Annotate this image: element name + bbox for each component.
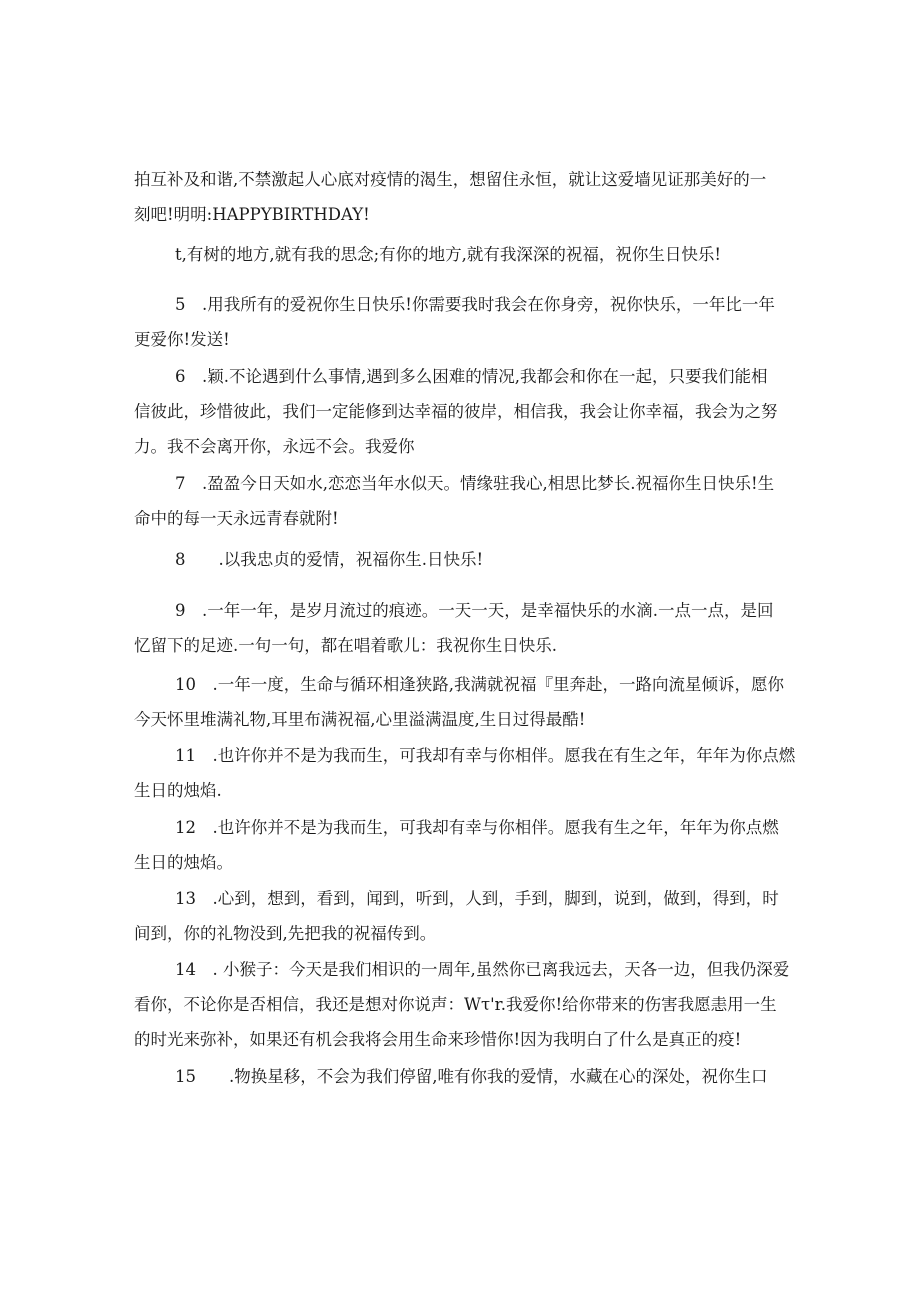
text-line: 间到，你的礼物没到,先把我的祝福传到。 xyxy=(134,924,437,943)
text-line: 信彼此，珍惜彼此，我们一定能修到达幸福的彼岸，相信我，我会让你幸福，我会为之努 xyxy=(134,402,778,421)
text-line: t,有树的地方,就有我的思念;有你的地方,就有我深深的祝福，祝你生日快乐! xyxy=(175,245,722,264)
text-line: 忆留下的足迹.一句一句，都在唱着歌儿：我祝你生日快乐. xyxy=(134,636,557,655)
text-line: 刻吧!明明:HAPPYBIRTHDAY! xyxy=(134,205,370,224)
text-line: 生日的烛焰. xyxy=(134,781,222,800)
text-line: 拍互补及和谐,不禁激起人心底对疫情的渴生，想留住永恒，就让这爱墙见证那美好的一 xyxy=(134,170,767,189)
text-line: 生日的烛焰。 xyxy=(134,853,233,872)
text-line: 5 .用我所有的爱祝你生日快乐!你需要我时我会在你身旁，祝你快乐，一年比一年 xyxy=(175,295,775,314)
text-line: 更爱你!发送! xyxy=(134,330,230,349)
text-line: 命中的每一天永远青春就附! xyxy=(134,509,339,528)
text-line: 11 .也许你并不是为我而生，可我却有幸与你相伴。愿我在有生之年，年年为你点燃 xyxy=(175,746,796,765)
text-line: 12 .也许你并不是为我而生，可我却有幸与你相伴。愿我有生之年，年年为你点燃 xyxy=(175,818,779,837)
text-line: 14 . 小猴子：今天是我们相识的一周年,虽然你已离我远去，天各一边，但我仍深爱 xyxy=(175,960,790,979)
text-line: 8 .以我忠贞的爱情，祝福你生.日快乐! xyxy=(175,550,484,569)
text-line: 今天怀里堆满礼物,耳里布满祝福,心里溢满温度,生日过得最酷! xyxy=(134,710,586,729)
text-line: 9 .一年一年，是岁月流过的痕迹。一天一天，是幸福快乐的水滴.一点一点，是回 xyxy=(175,601,774,620)
text-line: 6 .颖.不论遇到什么事情,遇到多么困难的情况,我都会和你在一起，只要我们能相 xyxy=(175,367,768,386)
text-line: 7 .盈盈今日天如水,恋恋当年水似天。情缘驻我心,相思比梦长.祝福你生日快乐!生 xyxy=(175,474,775,493)
text-line: 13 .心到，想到，看到，闻到，听到，人到，手到，脚到，说到，做到，得到，时 xyxy=(175,889,779,908)
text-line: 力。我不会离开你，永远不会。我爱你 xyxy=(134,437,415,456)
text-line: 看你，不论你是否相信，我还是想对你说声：Wτ'r.我爱你!给你带来的伤害我愿恚用一生 xyxy=(134,995,777,1014)
text-line: 10 .一年一度，生命与循环相逢狭路,我满就祝福『里奔赴，一路向流星倾诉，愿你 xyxy=(175,675,784,694)
text-line: 15 .物换星移，不会为我们停留,唯有你我的爱情，水藏在心的深处，祝你生口 xyxy=(175,1067,768,1086)
text-line: 的时光来弥补，如果还有机会我将会用生命来珍惜你!因为我明白了什么是真正的疫! xyxy=(134,1030,742,1049)
